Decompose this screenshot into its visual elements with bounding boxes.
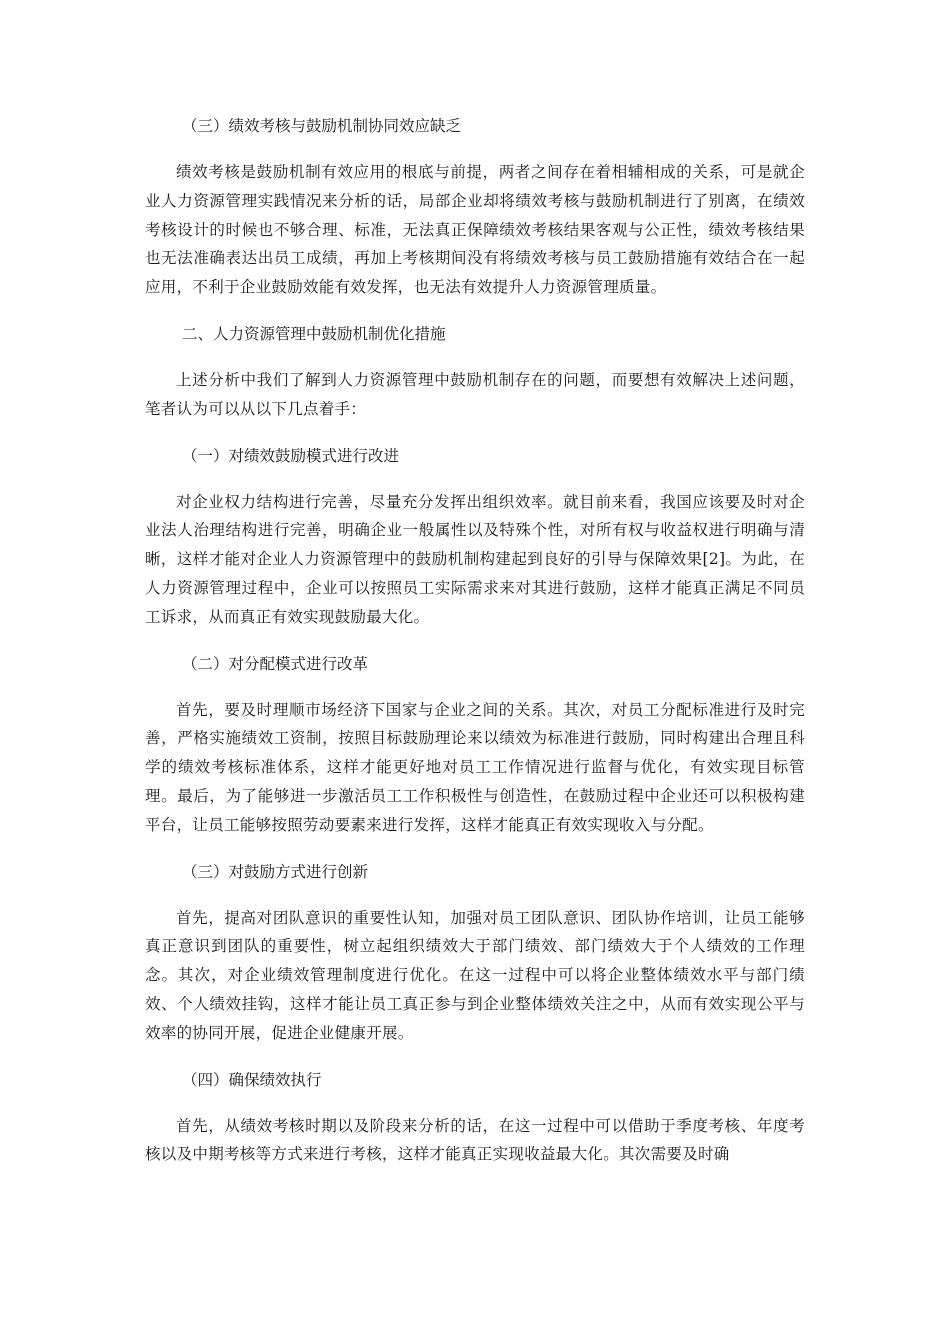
section-heading-innovation: （三）对鼓励方式进行创新 bbox=[182, 862, 369, 881]
section-heading-performance-synergy: （三）绩效考核与鼓励机制协同效应缺乏 bbox=[182, 117, 462, 135]
body-paragraph: 对企业权力结构进行完善，尽量充分发挥出组织效率。就目前来看，我国应该要及时对企业法人治理结构进行完善，明确企业一般属性以及特殊个性，对所有权与收益权进行明确与清晰，这样才能对企业人力资源管理中的鼓励机制构建起到良好的引导与保障效果[2]。为此，在人力资源管理过程中，企业可以按照员工实际需求来对其进行鼓励，这样才能真正满足不同员工诉求，从而真正有效实现鼓励最大化。 bbox=[145, 492, 805, 626]
body-paragraph: 首先，要及时理顺市场经济下国家与企业之间的关系。其次，对员工分配标准进行及时完善，严格实施绩效工资制，按照目标鼓励理论来以绩效为标准进行鼓励，同时构建出合理且科学的绩效考核标准体系，这样才能更好地对员工工作情况进行监督与优化，有效实现目标管理。最后，为了能够进一步激活员工工作积极性与创造性，在鼓励过程中企业还可以积极构建平台，让员工能够按照劳动要素来进行发挥，这样才能真正有效实现收入与分配。 bbox=[145, 700, 805, 834]
body-paragraph: 绩效考核是鼓励机制有效应用的根底与前提，两者之间存在着相辅相成的关系，可是就企业人力资源管理实践情况来分析的话，局部企业却将绩效考核与鼓励机制进行了别离，在绩效考核设计的时候也不够合理、标准，无法真正保障绩效考核结果客观与公正性，绩效考核结果也无法准确表达出员工成绩，再加上考核期间没有将绩效考核与员工鼓励措施有效结合在一起应用，不利于企业鼓励效能有效发挥，也无法有效提升人力资源管理质量。 bbox=[145, 163, 805, 297]
document-body bbox=[145, 112, 805, 1187]
body-paragraph: 首先，提高对团队意识的重要性认知，加强对员工团队意识、团队协作培训，让员工能够真正意识到团队的重要性，树立起组织绩效大于部门绩效、部门绩效大于个人绩效的工作理念。其次，对企业绩效管理制度进行优化。在这一过程中可以将企业整体绩效水平与部门绩效、个人绩效挂钩，这样才能让员工真正参与到企业整体绩效关注之中，从而有效实现公平与效率的协同开展，促进企业健康开展。 bbox=[145, 908, 805, 1042]
section-heading-distribution-reform: （二）对分配模式进行改革 bbox=[182, 654, 369, 673]
body-paragraph: 上述分析中我们了解到人力资源管理中鼓励机制存在的问题，而要想有效解决上述问题，笔者认为可以从以下几点着手： bbox=[145, 370, 805, 418]
section-heading-optimization-measures: 二、人力资源管理中鼓励机制优化措施 bbox=[182, 324, 446, 343]
section-heading-execution: （四）确保绩效执行 bbox=[182, 1070, 322, 1089]
body-paragraph: 首先，从绩效考核时期以及阶段来分析的话，在这一过程中可以借助于季度考核、年度考核以及中期考核等方式来进行考核，这样才能真正实现收益最大化。其次需要及时确 bbox=[145, 1116, 805, 1164]
section-heading-improve-model: （一）对绩效鼓励模式进行改进 bbox=[182, 446, 400, 465]
